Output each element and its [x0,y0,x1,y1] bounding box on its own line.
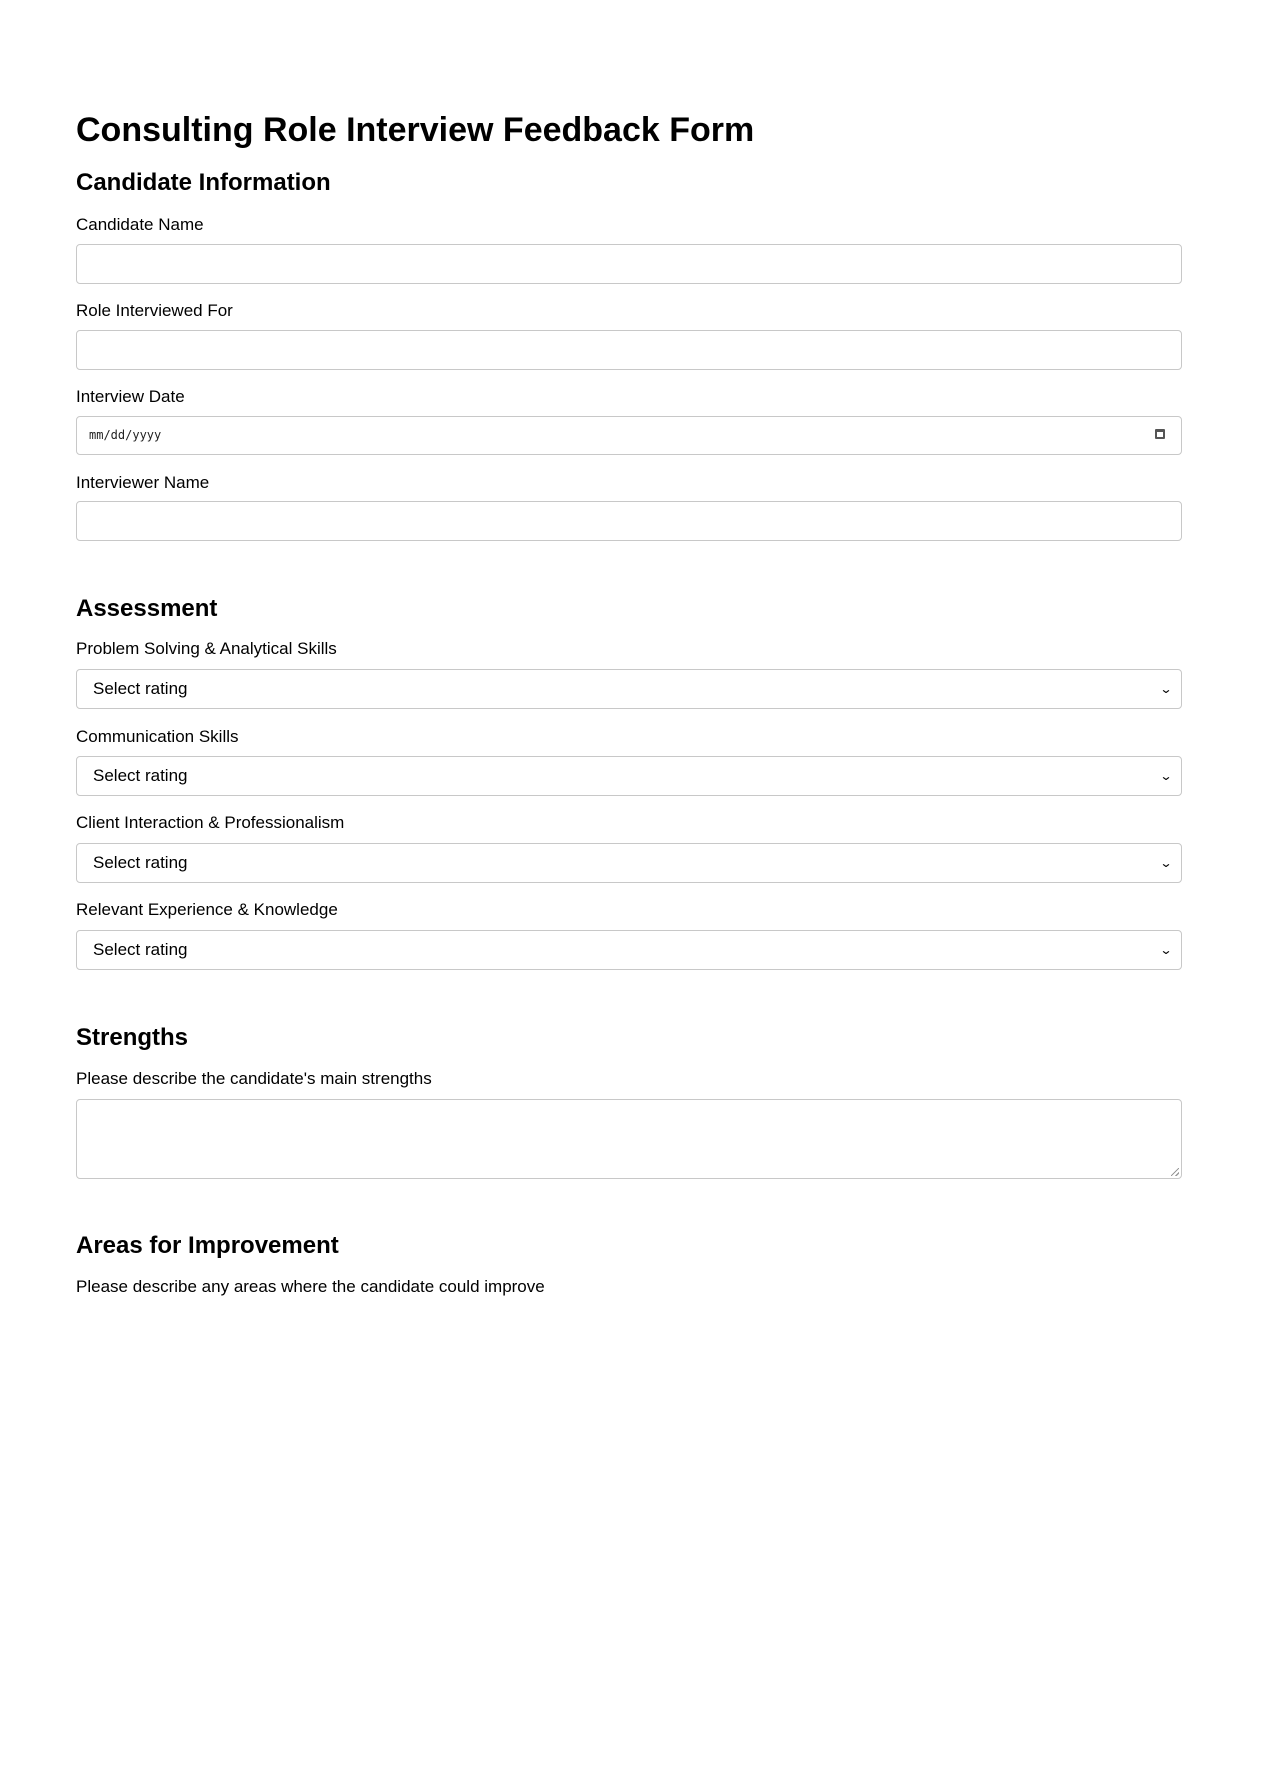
resize-handle-icon[interactable] [1171,1168,1179,1176]
role-label: Role Interviewed For [76,301,233,320]
select-value: Select rating [93,853,188,872]
experience-select[interactable] [76,930,1182,970]
assessment-heading: Assessment [76,595,218,622]
interview-date-input[interactable] [76,416,1182,455]
candidate-name-input[interactable] [76,244,1182,284]
interview-date-label: Interview Date [76,387,185,406]
role-input[interactable] [76,330,1182,370]
chevron-down-icon: ⌄ [1159,943,1173,957]
candidate-name-label: Candidate Name [76,215,204,234]
interviewer-name-label: Interviewer Name [76,473,210,492]
strengths-heading: Strengths [76,1024,189,1051]
improvement-label: Please describe any areas where the candidate could improve [76,1277,545,1296]
strengths-label: Please describe the candidate's main strengths [76,1069,432,1088]
chevron-down-icon: ⌄ [1159,856,1173,870]
page-title: Consulting Role Interview Feedback Form [76,111,755,149]
communication-select[interactable] [76,756,1182,796]
select-value: Select rating [93,940,188,959]
select-value: Select rating [93,679,188,698]
client-interaction-select[interactable] [76,843,1182,883]
chevron-down-icon: ⌄ [1159,682,1173,696]
rating-label: Client Interaction & Professionalism [76,813,345,832]
interviewer-name-input[interactable] [76,501,1182,541]
select-value: Select rating [93,766,188,785]
rating-label: Communication Skills [76,727,239,746]
rating-label: Problem Solving & Analytical Skills [76,639,337,658]
candidate-info-heading: Candidate Information [76,169,331,196]
strengths-textarea[interactable] [76,1099,1182,1179]
date-placeholder: mm/dd/yyyy [89,428,162,442]
calendar-icon[interactable] [1155,429,1165,439]
rating-label: Relevant Experience & Knowledge [76,900,338,919]
problem-solving-select[interactable] [76,669,1182,709]
improvement-heading: Areas for Improvement [76,1232,339,1259]
chevron-down-icon: ⌄ [1159,769,1173,783]
